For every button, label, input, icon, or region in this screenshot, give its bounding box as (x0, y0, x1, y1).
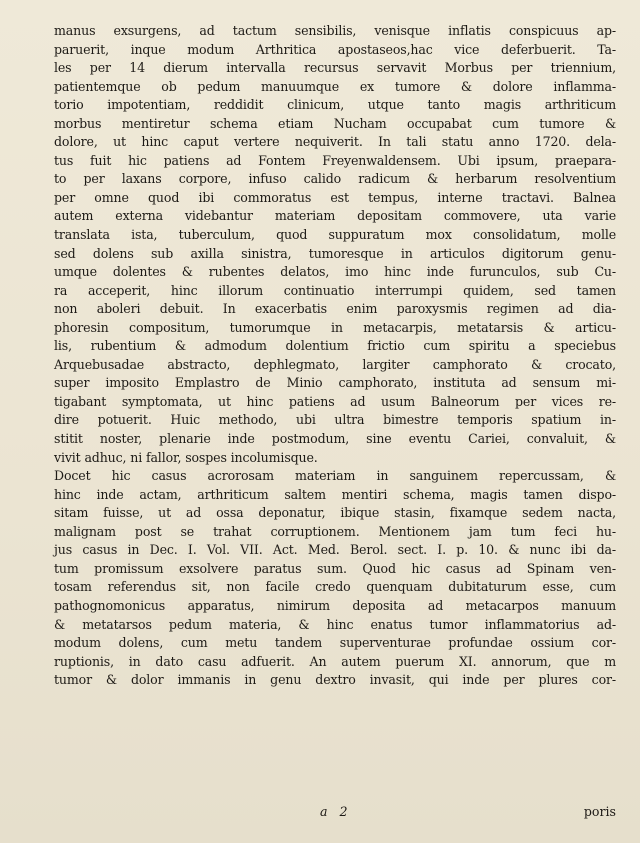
text-line: manus exsurgens, ad tactum sensibilis, venisque inflatis conspicuus ap- (54, 23, 616, 38)
text-line: super imposito Emplastro de Minio camphorato, instituta ad sensum mi- (54, 375, 616, 391)
text-line: modum dolens, cum metu tandem superventurae profundae ossium cor- (54, 635, 616, 651)
text-line: umque dolentes & rubentes delatos, imo hinc inde furunculos, sub Cu- (54, 264, 616, 280)
text-line: & metatarsos pedum materia, & hinc enatus tumor inflammatorius ad- (54, 616, 616, 632)
text-line: to per laxans corpore, infuso calido radicum & herbarum resolventium (54, 171, 616, 187)
text-line: per omne quod ibi commoratus est tempus, interne tractavi. Balnea (54, 189, 616, 205)
text-line: dire potuerit. Huic methodo, ubi ultra bimestre temporis spatium in- (54, 412, 616, 428)
text-line: malignam post se trahat corruptionem. Mentionem jam tum feci hu- (54, 523, 616, 539)
text-line: dolore, ut hinc caput vertere nequiverit. In tali statu anno 1720. dela- (54, 134, 616, 150)
text-line: hinc inde actam, arthriticum saltem mentiri schema, magis tamen dispo- (54, 486, 616, 502)
text-line: tigabant symptomata, ut hinc patiens ad usum Balneorum per vices re- (54, 393, 616, 409)
text-line: jus casus in Dec. I. Vol. VII. Act. Med. Berol. sect. I. p. 10. & nunc ibi da- (54, 542, 616, 558)
text-line: sed dolens sub axilla sinistra, tumoresque in articulos digitorum genu- (54, 245, 616, 261)
catchword: poris (583, 804, 616, 819)
text-line: morbus mentiretur schema etiam Nucham occupabat cum tumore & (54, 115, 616, 131)
text-line: tum promissum exsolvere paratus sum. Quod hic casus ad Spinam ven- (54, 560, 616, 576)
text-line: Arquebusadae abstracto, dephlegmato, largiter camphorato & crocato, (54, 356, 616, 372)
text-line: paruerit, inque modum Arthritica apostaseos,hac vice deferbuerit. Ta- (54, 41, 616, 57)
text-line: ra acceperit, hinc illorum continuatio interrumpi quidem, sed tamen (54, 282, 616, 298)
page-body-text (54, 22, 616, 690)
text-line: translata ista, tuberculum, quod suppuratum mox consolidatum, molle (54, 227, 616, 243)
text-line: Docet hic casus acrorosam materiam in sanguinem repercussam, & (54, 468, 616, 484)
text-line: tumor & dolor immanis in genu dextro invasit, qui inde per plures cor- (54, 672, 616, 688)
text-line: tosam referendus sit, non facile credo quenquam dubitaturum esse, cum (54, 579, 616, 595)
text-line: autem externa videbantur materiam depositam commovere, uta varie (54, 208, 616, 224)
signature-mark: a 2 (320, 804, 352, 819)
text-line: tus fuit hic patiens ad Fontem Freyenwaldensem. Ubi ipsum, praepara- (54, 152, 616, 168)
text-line: torio impotentiam, reddidit clinicum, utque tanto magis arthriticum (54, 97, 616, 113)
text-line: pathognomonicus apparatus, nimirum deposita ad metacarpos manuum (54, 597, 616, 613)
text-line: phoresin compositum, tumorumque in metacarpis, metatarsis & articu- (54, 319, 616, 335)
text-line: les per 14 dierum intervalla recursus servavit Morbus per triennium, (54, 60, 616, 76)
text-line: non aboleri debuit. In exacerbatis enim paroxysmis regimen ad dia- (54, 301, 616, 317)
text-line: patientemque ob pedum manuumque ex tumore & dolore inflamma- (54, 78, 616, 94)
text-line: lis, rubentium & admodum dolentium frictio cum spiritu a speciebus (54, 338, 616, 354)
text-line: vivit adhuc, ni fallor, sospes incolumisque. (54, 449, 318, 465)
text-line: stitit noster, plenarie inde postmodum, sine eventu Cariei, convaluit, & (54, 431, 616, 447)
text-line: ruptionis, in dato casu adfuerit. An autem puerum XI. annorum, que m (54, 653, 616, 669)
text-line: sitam fuisse, ut ad ossa deponatur, ibique stasin, fixamque sedem nacta, (54, 505, 616, 521)
